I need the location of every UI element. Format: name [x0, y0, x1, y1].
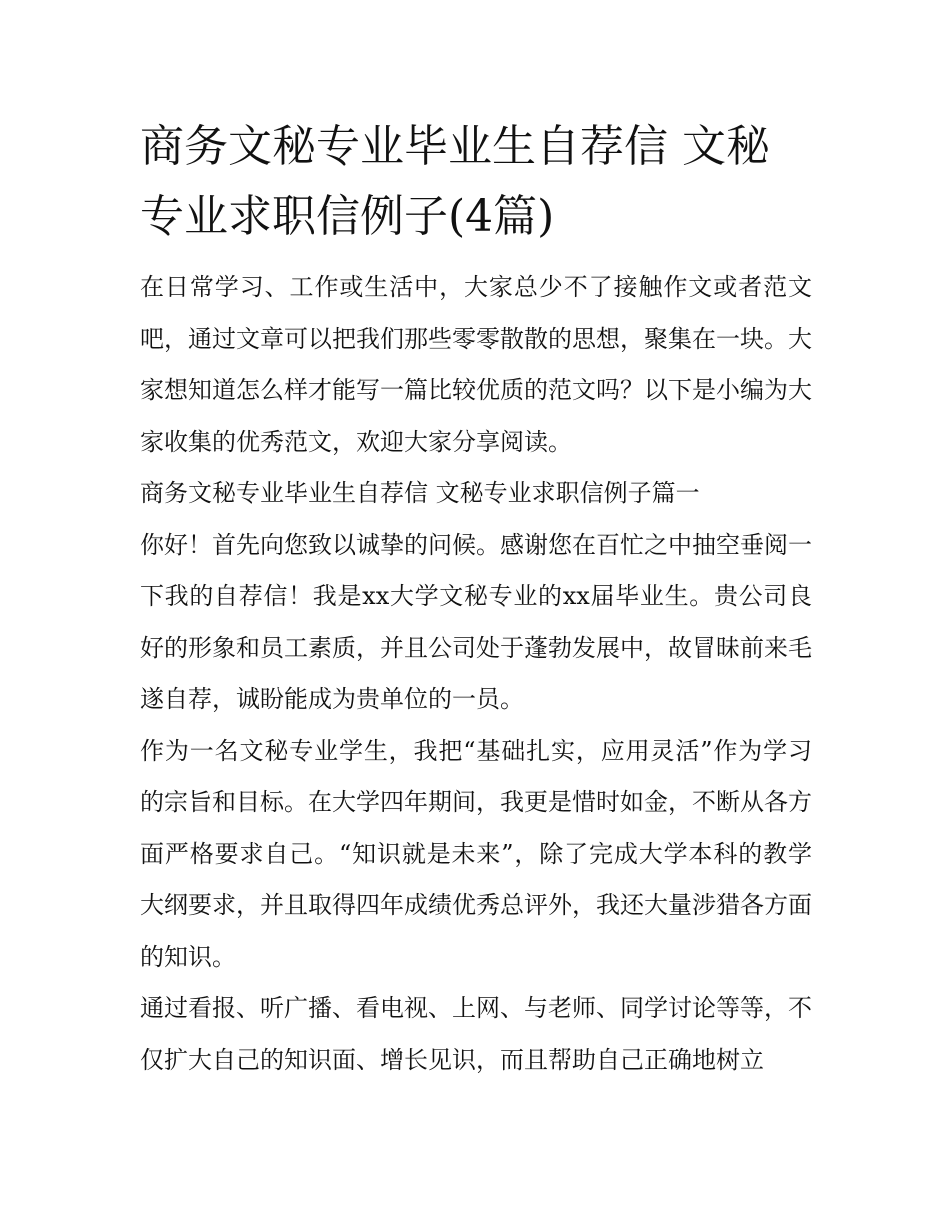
section-heading: 商务文秘专业毕业生自荐信 文秘专业求职信例子篇一 [140, 479, 700, 507]
body-paragraph: 通过看报、听广播、看电视、上网、与老师、同学讨论等等，不仅扩大自己的知识面、增长见识，而且帮助自己正确地树立 [140, 994, 812, 1074]
intro-paragraph: 在日常学习、工作或生活中，大家总少不了接触作文或者范文吧，通过文章可以把我们那些零零散散的思想，聚集在一块。大家想知道怎么样才能写一篇比较优质的范文吗？以下是小编为大家收集的优秀范文，欢迎大家分享阅读。 [140, 273, 812, 456]
body-paragraph: 作为一名文秘专业学生，我把“基础扎实，应用灵活”作为学习的宗旨和目标。在大学四年期间，我更是惜时如金，不断从各方面严格要求自己。“知识就是未来”，除了完成大学本科的教学大纲要求，并且取得四年成绩优秀总评外，我还大量涉猎各方面的知识。 [140, 736, 812, 971]
document-title: 商务文秘专业毕业生自荐信 文秘专业求职信例子(4篇) [140, 121, 770, 242]
document-page [140, 112, 812, 1086]
body-paragraph: 你好！首先向您致以诚挚的问候。感谢您在百忙之中抽空垂阅一下我的自荐信！我是xx大学文秘专业的xx届毕业生。贵公司良好的形象和员工素质，并且公司处于蓬勃发展中，故冒昧前来毛遂自荐，诚盼能成为贵单位的一员。 [140, 530, 812, 713]
